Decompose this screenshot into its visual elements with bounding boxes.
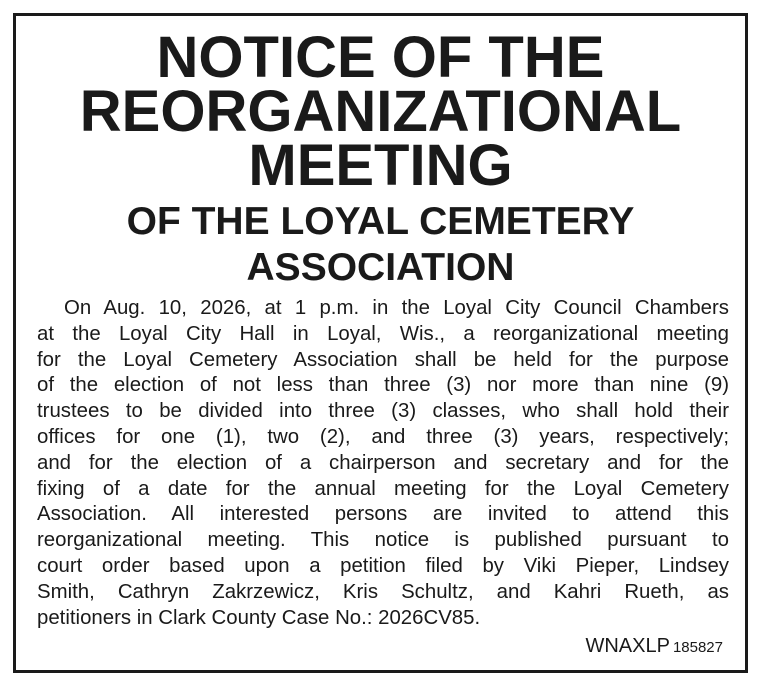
body-line: offices for one (1), two (2), and three (3) years, respectively; [37, 425, 729, 448]
body-line: Association. All interested persons are invited to attend this [37, 503, 729, 526]
body-line: for the Loyal Cemetery Association shall be held for the purpose [37, 348, 729, 371]
notice-title [16, 25, 745, 198]
body-line: Smith, Cathryn Zakrzewicz, Kris Schultz, and Kahri Rueth, as [37, 580, 729, 603]
body-line: of the election of not less than three (3) nor more than nine (9) [37, 374, 729, 397]
body-line: petitioners in Clark County Case No.: 2026CV85. [37, 606, 481, 629]
ad-number: 185827 [672, 639, 723, 656]
notice-body [37, 296, 729, 631]
body-line: On Aug. 10, 2026, at 1 p.m. in the Loyal City Council Chambers [64, 297, 729, 319]
subtitle-line: ASSOCIATION [246, 246, 515, 289]
title-line: REORGANIZATIONAL [79, 79, 682, 144]
legal-notice [13, 13, 748, 673]
body-line: trustees to be divided into three (3) classes, who shall hold their [37, 400, 729, 423]
title-line: NOTICE OF THE [156, 25, 605, 90]
notice-footer [585, 634, 723, 660]
body-line: court order based upon a petition filed by Viki Pieper, Lindsey [37, 554, 729, 577]
body-line: reorganizational meeting. This notice is published pursuant to [37, 529, 729, 552]
notice-subtitle [16, 199, 745, 291]
body-line: and for the election of a chairperson and secretary and for the [37, 451, 729, 474]
subtitle-line: OF THE LOYAL CEMETERY [126, 200, 635, 243]
publisher-code: WNAXLP [585, 635, 670, 657]
title-line: MEETING [248, 133, 513, 198]
body-line: fixing of a date for the annual meeting for the Loyal Cemetery [37, 477, 729, 500]
body-line: at the Loyal City Hall in Loyal, Wis., a reorganizational meeting [37, 322, 729, 345]
